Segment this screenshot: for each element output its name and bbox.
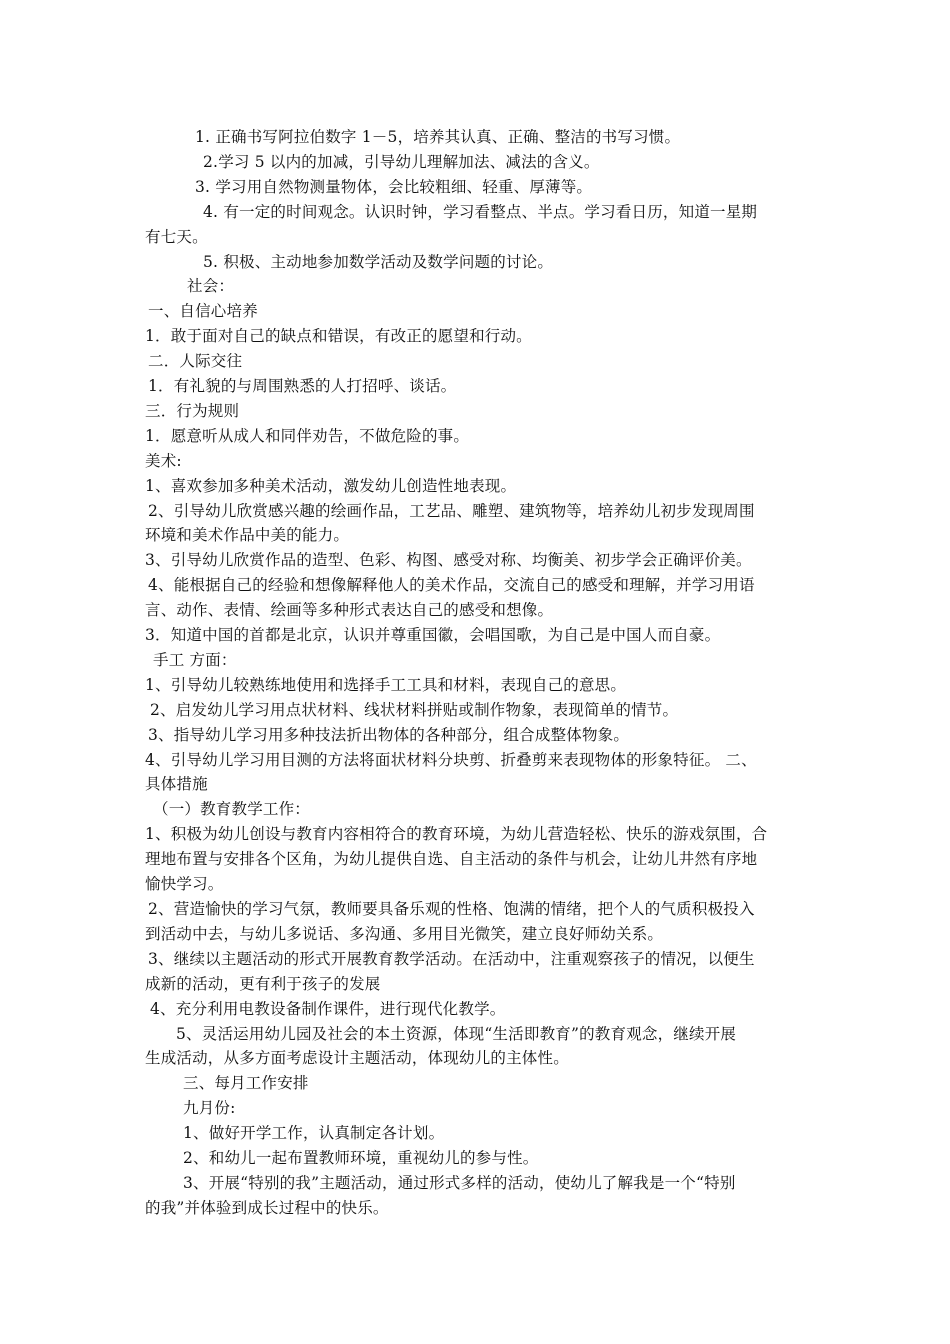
text-line: 1、做好开学工作，认真制定各计划。 xyxy=(183,1124,445,1142)
text-line: 2、营造愉快的学习气氛，教师要具备乐观的性格、饱满的情绪，把个人的气质积极投入 xyxy=(148,900,755,918)
text-line: 言、动作、表情、绘画等多种形式表达自己的感受和想像。 xyxy=(145,601,554,619)
section-heading: 三、每月工作安排 xyxy=(183,1074,309,1092)
text-line: 成新的活动，更有利于孩子的发展 xyxy=(145,975,381,993)
text-line: 2、和幼儿一起布置教师环境，重视幼儿的参与性。 xyxy=(183,1149,539,1167)
text-line: 3、开展“特别的我”主题活动，通过形式多样的活动，使幼儿了解我是一个“特别 xyxy=(183,1174,736,1192)
text-line: 的我”并体验到成长过程中的快乐。 xyxy=(145,1199,389,1217)
section-heading: （一）教育教学工作： xyxy=(153,800,311,818)
section-heading: 社会： xyxy=(187,277,235,295)
text-line: 1．敢于面对自己的缺点和错误，有改正的愿望和行动。 xyxy=(145,327,532,345)
text-line: 环境和美术作品中美的能力。 xyxy=(145,526,350,544)
text-line: 1、引导幼儿较熟练地使用和选择手工工具和材料，表现自己的意思。 xyxy=(145,676,627,694)
text-line: 2、引导幼儿欣赏感兴趣的绘画作品，工艺品、雕塑、建筑物等，培养幼儿初步发现周围 xyxy=(148,502,755,520)
text-line: 1. 正确书写阿拉伯数字 1－5，培养其认真、正确、整洁的书写习惯。 xyxy=(195,128,681,146)
section-heading: 二．人际交往 xyxy=(148,352,243,370)
section-heading: 一、自信心培养 xyxy=(148,302,258,320)
text-line: 3．知道中国的首都是北京，认识并尊重国徽，会唱国歌，为自己是中国人而自豪。 xyxy=(145,626,721,644)
text-line: 2.学习 5 以内的加减，引导幼儿理解加法、减法的含义。 xyxy=(203,153,600,171)
text-line: 5. 积极、主动地参加数学活动及数学问题的讨论。 xyxy=(203,253,554,271)
text-line: 3、引导幼儿欣赏作品的造型、色彩、构图、感受对称、均衡美、初步学会正确评价美。 xyxy=(145,551,752,569)
text-line: 愉快学习。 xyxy=(145,875,224,893)
section-heading: 九月份: xyxy=(183,1099,236,1117)
text-line: 3、指导幼儿学习用多种技法折出物体的各种部分，组合成整体物象。 xyxy=(148,726,630,744)
text-line: 1．愿意听从成人和同伴劝告，不做危险的事。 xyxy=(145,427,470,445)
text-line: 1、喜欢参加多种美术活动，激发幼儿创造性地表现。 xyxy=(145,477,517,495)
section-heading: 美术: xyxy=(145,452,182,470)
text-line: 有七天。 xyxy=(145,228,208,246)
text-line: 4、能根据自己的经验和想像解释他人的美术作品，交流自己的感受和理解，并学习用语 xyxy=(148,576,755,594)
section-heading: 手工 方面： xyxy=(153,651,237,669)
text-line: 4、引导幼儿学习用目测的方法将面状材料分块剪、折叠剪来表现物体的形象特征。 二、 xyxy=(145,751,757,769)
text-line: 生成活动，从多方面考虑设计主题活动，体现幼儿的主体性。 xyxy=(145,1049,569,1067)
text-line: 3. 学习用自然物测量物体，会比较粗细、轻重、厚薄等。 xyxy=(195,178,593,196)
text-line: 5、灵活运用幼儿园及社会的本土资源，体现“生活即教育”的教育观念，继续开展 xyxy=(176,1025,737,1043)
text-line: 1．有礼貌的与周围熟悉的人打招呼、谈话。 xyxy=(148,377,457,395)
text-line: 3、继续以主题活动的形式开展教育教学活动。在活动中，注重观察孩子的情况，以便生 xyxy=(148,950,755,968)
section-heading: 三．行为规则 xyxy=(145,402,240,420)
text-line: 4、充分利用电教设备制作课件，进行现代化教学。 xyxy=(150,1000,506,1018)
text-line: 2、启发幼儿学习用点状材料、线状材料拼贴或制作物象，表现简单的情节。 xyxy=(150,701,679,719)
text-line: 4. 有一定的时间观念。认识时钟，学习看整点、半点。学习看日历，知道一星期 xyxy=(203,203,758,221)
text-line: 1、积极为幼儿创设与教育内容相符合的教育环境，为幼儿营造轻松、快乐的游戏氛围，合 xyxy=(145,825,768,843)
section-heading: 具体措施 xyxy=(145,775,208,793)
text-line: 到活动中去，与幼儿多说话、多沟通、多用目光微笑，建立良好师幼关系。 xyxy=(145,925,664,943)
text-line: 理地布置与安排各个区角，为幼儿提供自选、自主活动的条件与机会，让幼儿井然有序地 xyxy=(145,850,758,868)
